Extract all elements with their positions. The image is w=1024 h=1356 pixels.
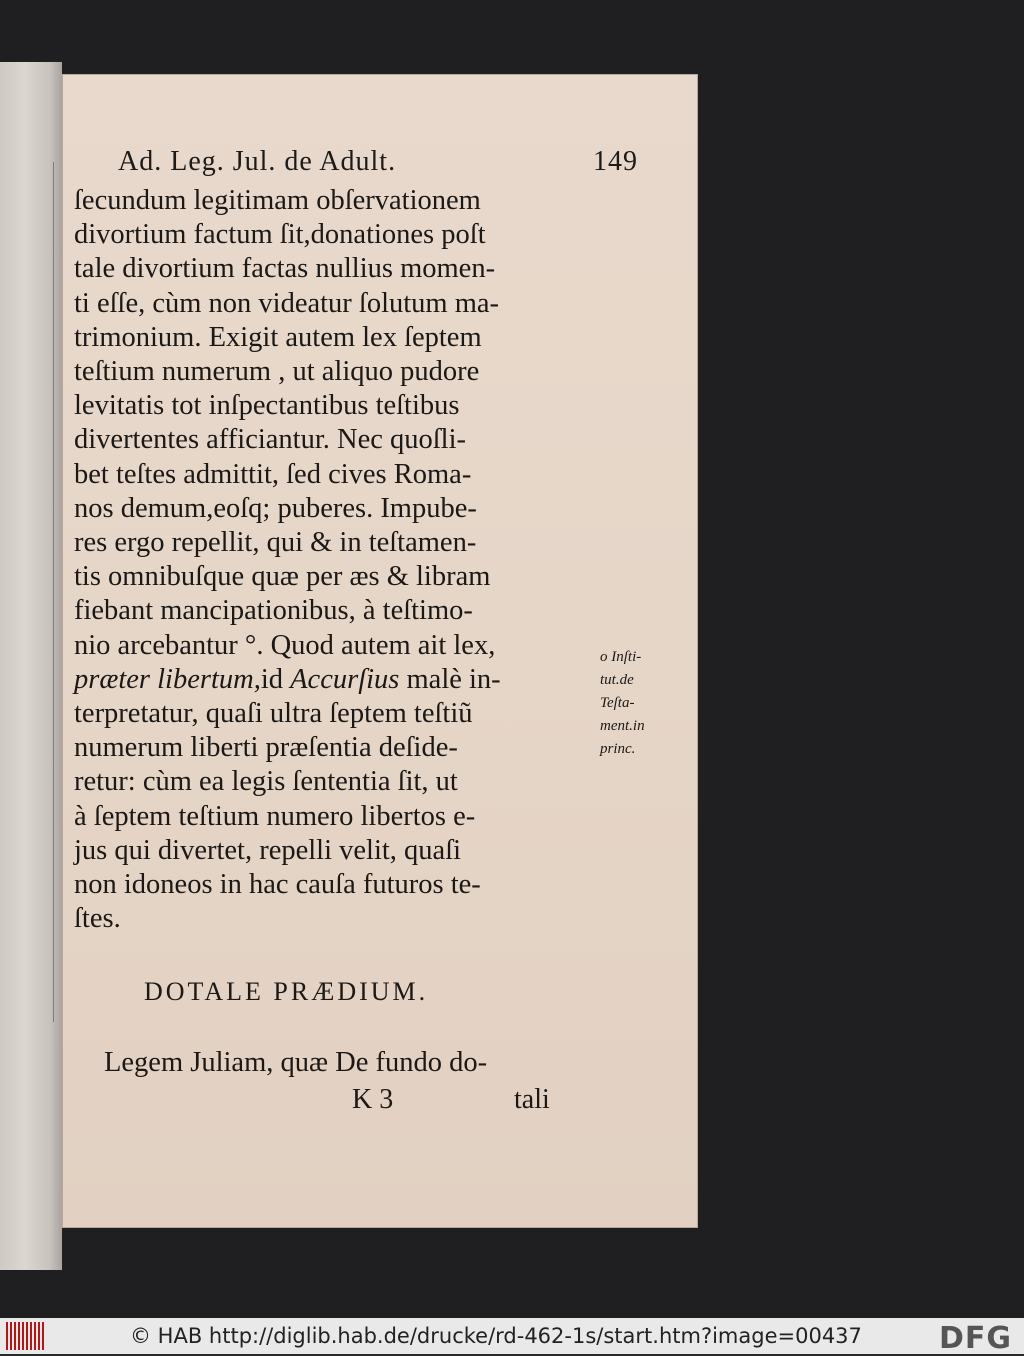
italic-phrase: præter libertum, — [74, 663, 261, 695]
plain-phrase: malè in- — [399, 663, 501, 695]
previous-page-edge — [0, 62, 62, 1270]
margin-note-line: Teſta- — [600, 695, 635, 711]
text-line: numerum liberti præſentia deſide- — [74, 732, 458, 764]
text-line: ſecundum legitimam obſervationem — [74, 185, 481, 216]
text-line: nos demum,eoſq; puberes. Impube- — [74, 492, 477, 524]
signature-mark: K 3 — [352, 1084, 394, 1115]
text-line: trimonium. Exigit autem lex ſeptem — [74, 321, 482, 353]
hab-barcode-icon — [6, 1322, 46, 1350]
text-line: bet teſtes admittit, ſed cives Roma- — [74, 458, 472, 490]
text-line: res ergo repellit, qui & in teſtamen- — [74, 527, 477, 559]
text-line: teſtium numerum , ut aliquo pudore — [74, 356, 480, 388]
section-heading: DOTALE PRÆDIUM. — [144, 977, 429, 1006]
running-head-title: Ad. Leg. Jul. de Adult. — [118, 146, 397, 177]
text-line: divertentes afficiantur. Nec quoſli- — [74, 424, 467, 456]
margin-note — [600, 646, 690, 761]
text-line: à ſeptem teſtium numero libertos e- — [74, 800, 476, 832]
margin-note-line: ment.in — [600, 718, 645, 734]
text-line: nio arcebantur °. Quod autem ait lex, — [74, 629, 496, 661]
text-line: jus qui divertet, repelli velit, quaſi — [74, 834, 462, 866]
text-line: ſtes. — [74, 903, 121, 935]
footer-bar — [0, 1318, 1024, 1354]
section-first-line: Legem Juliam, quæ De fundo do- — [104, 1047, 488, 1078]
text-line: non idoneos in hac cauſa futuros te- — [74, 869, 481, 901]
text-line: levitatis tot inſpectantibus teſtibus — [74, 390, 460, 422]
gutter-line — [53, 162, 54, 1022]
body-text — [74, 184, 584, 936]
book-page — [62, 74, 698, 1228]
text-line: retur: cùm ea legis ſententia ſit, ut — [74, 766, 458, 798]
plain-phrase: id — [260, 663, 291, 695]
catchword: tali — [514, 1084, 550, 1115]
text-line: ti eſſe, cùm non videatur ſolutum ma- — [74, 287, 500, 319]
text-line-italic — [74, 663, 584, 697]
text-line: tale divortium factas nullius momen- — [74, 253, 496, 285]
text-line: divortium factum ſit,donationes poſt — [74, 219, 486, 251]
margin-note-line: o Inſti- — [600, 649, 642, 665]
text-line: tis omnibuſque quæ per æs & libram — [74, 561, 491, 593]
margin-note-line: tut.de — [600, 672, 634, 688]
page-number: 149 — [593, 146, 638, 177]
copyright-link[interactable]: © HAB http://diglib.hab.de/drucke/rd-462-1s/start.htm?image=00437 — [130, 1324, 862, 1348]
dfg-logo: DFG — [938, 1321, 1012, 1356]
text-line: terpretatur, quaſi ultra ſeptem teſtiũ — [74, 698, 473, 730]
running-head — [118, 146, 638, 178]
margin-note-line: princ. — [600, 741, 636, 757]
text-line: fiebant mancipationibus, à teſtimo- — [74, 595, 473, 627]
italic-name: Accurſius — [290, 663, 400, 695]
